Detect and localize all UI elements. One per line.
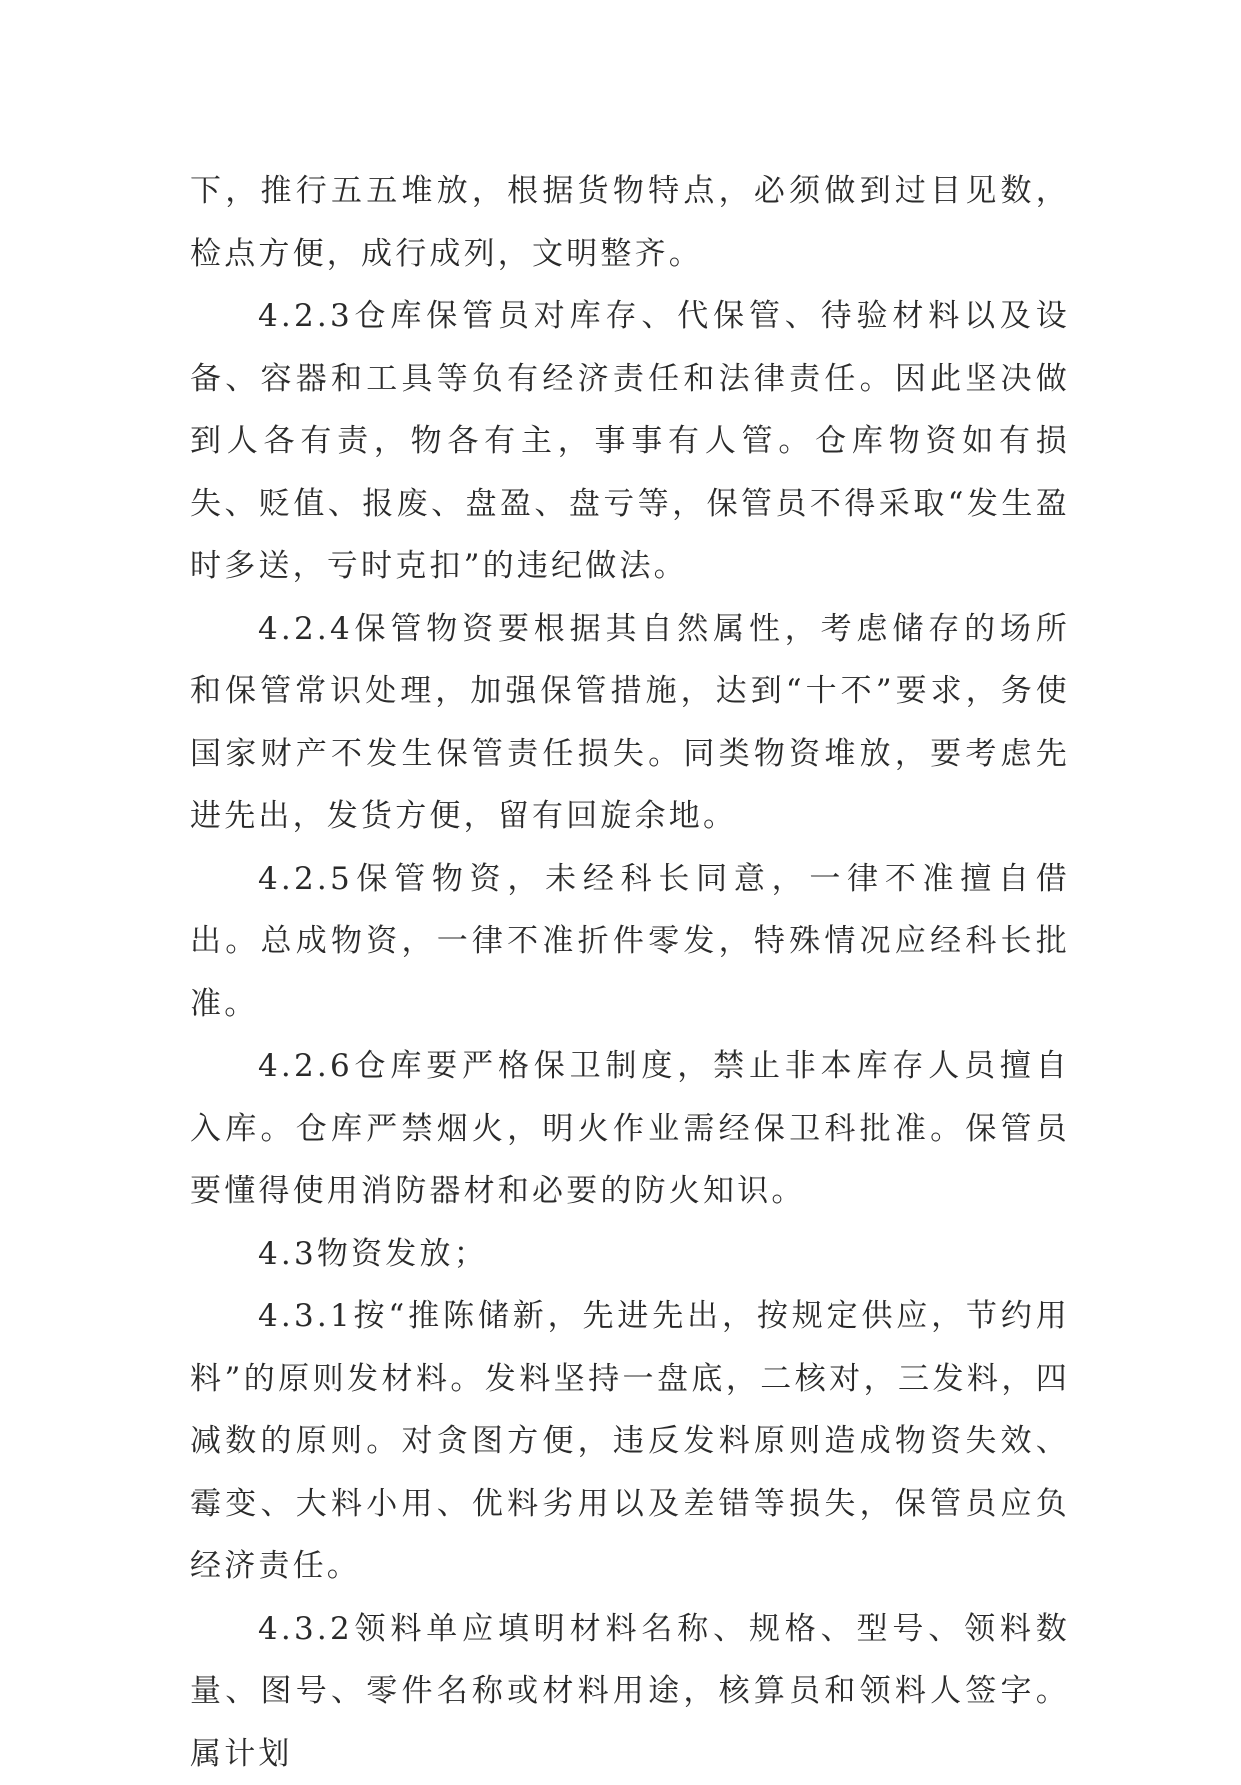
paragraph-4-2-4: 4.2.4保管物资要根据其自然属性，考虑储存的场所和保管常识处理，加强保管措施，达到“十不”要求，务使国家财产不发生保管责任损失。同类物资堆放，要考虑先进先出，发货方便，留有回旋余地。 <box>190 598 1070 848</box>
paragraph-4-2-6: 4.2.6仓库要严格保卫制度，禁止非本库存人员擅自入库。仓库严禁烟火，明火作业需经保卫科批准。保管员要懂得使用消防器材和必要的防火知识。 <box>190 1035 1070 1223</box>
section-heading-4-3: 4.3物资发放； <box>190 1223 1070 1286</box>
paragraph-4-2-5: 4.2.5保管物资，未经科长同意，一律不准擅自借出。总成物资，一律不准折件零发，特殊情况应经科长批准。 <box>190 848 1070 1036</box>
paragraph: 下，推行五五堆放，根据货物特点，必须做到过目见数，检点方便，成行成列，文明整齐。 <box>190 160 1070 285</box>
paragraph-4-3-2: 4.3.2领料单应填明材料名称、规格、型号、领料数量、图号、零件名称或材料用途，核算员和领料人签字。属计划 <box>190 1598 1070 1785</box>
document-body <box>190 160 1070 1785</box>
paragraph-4-2-3: 4.2.3仓库保管员对库存、代保管、待验材料以及设备、容器和工具等负有经济责任和法律责任。因此坚决做到人各有责，物各有主，事事有人管。仓库物资如有损失、贬值、报废、盘盈、盘亏等，保管员不得采取“发生盈时多送，亏时克扣”的违纪做法。 <box>190 285 1070 598</box>
paragraph-4-3-1: 4.3.1按“推陈储新，先进先出，按规定供应，节约用料”的原则发材料。发料坚持一盘底，二核对，三发料，四减数的原则。对贪图方便，违反发料原则造成物资失效、霉变、大料小用、优料劣用以及差错等损失，保管员应负经济责任。 <box>190 1285 1070 1598</box>
